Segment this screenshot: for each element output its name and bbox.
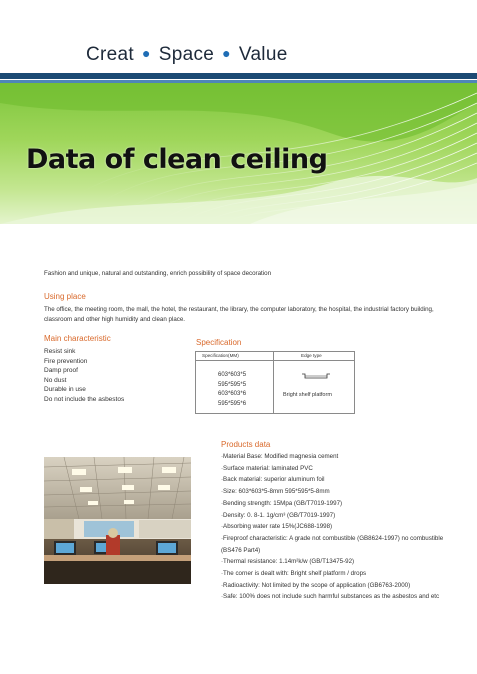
table-cell: 603*603*5 bbox=[218, 372, 247, 378]
banner-title: Data of clean ceiling bbox=[26, 144, 328, 175]
list-item: ·Radioactivity: Not limited by the scope of application (GB6763-2000) bbox=[221, 581, 411, 589]
list-item: ·Thermal resistance: 1.14m²k/w (GB/T13475-92) bbox=[221, 558, 355, 566]
list-item: Resist sink bbox=[44, 348, 76, 355]
office-photo bbox=[44, 457, 191, 584]
table-divider bbox=[273, 352, 274, 413]
tagline-word-creat: Creat bbox=[86, 44, 134, 65]
using-place-text: The office, the meeting room, the mall, the hotel, the restaurant, the library, the computer laboratory, the hospital, the industrial factory building, classroom and other high humidity and clean place. bbox=[44, 306, 434, 323]
green-wave-banner bbox=[0, 83, 477, 224]
table-cell: 603*603*6 bbox=[218, 391, 247, 397]
products-data-list bbox=[221, 451, 451, 603]
tagline bbox=[86, 44, 288, 66]
list-item: Damp proof bbox=[44, 367, 78, 374]
bullet-dot-icon: ● bbox=[141, 45, 151, 61]
size-list bbox=[218, 371, 246, 409]
tagline-word-space: Space bbox=[158, 44, 215, 65]
list-item: ·Material Base: Modified magnesia cement bbox=[221, 453, 339, 460]
list-item: No dust bbox=[44, 376, 67, 384]
list-item: ·Safe: 100% does not include such harmful substances as the asbestos and etc bbox=[221, 593, 440, 601]
list-item: ·Bending strength: 15Mpa (GB/T7019-1997) bbox=[221, 499, 343, 507]
specification-table bbox=[195, 351, 355, 414]
list-item: ·Surface material: laminated PVC bbox=[221, 464, 313, 472]
list-item: ·Fireproof characteristic: A grade not combustible (GB8624-1997) no combustible (BS476 Part4) bbox=[221, 534, 444, 554]
list-item: ·Size: 603*603*5-8mm 595*595*5-8mm bbox=[221, 488, 330, 496]
table-cell: 595*595*5 bbox=[218, 381, 247, 388]
list-item: Durable in use bbox=[44, 386, 86, 393]
list-item: ·The corner is dealt with: Bright shelf platform / drops bbox=[221, 570, 367, 578]
list-item: Fire prevention bbox=[44, 357, 88, 365]
tagline-word-value: Value bbox=[238, 44, 288, 65]
characteristic-list bbox=[44, 347, 124, 404]
list-item: ·Density: 0. 8-1. 1g/cm³ (GB/T7019-1997) bbox=[221, 511, 336, 519]
bullet-dot-icon: ● bbox=[222, 45, 231, 61]
list-item: ·Absorbing water rate 15%(JC688-1998) bbox=[221, 523, 333, 531]
header-stripes bbox=[0, 73, 477, 83]
list-item: ·Back material: superior aluminum foil bbox=[221, 476, 325, 484]
main-characteristic-heading: Main characteristic bbox=[44, 334, 111, 343]
edge-type-label: Bright shelf platform bbox=[283, 392, 332, 398]
column-header-edge: Edge type bbox=[301, 353, 322, 358]
column-header-size: Specification(MM) bbox=[202, 353, 239, 358]
edge-profile-icon bbox=[301, 372, 331, 382]
office-interior-image bbox=[44, 457, 191, 584]
table-cell: 595*595*6 bbox=[218, 400, 247, 407]
using-place-heading: Using place bbox=[44, 292, 86, 301]
list-item: Do not include the asbestos bbox=[44, 395, 125, 403]
specification-heading: Specification bbox=[196, 338, 242, 347]
intro-text: Fashion and unique, natural and outstanding, enrich possibility of space decoration bbox=[44, 270, 272, 277]
products-data-heading: Products data bbox=[221, 440, 271, 449]
